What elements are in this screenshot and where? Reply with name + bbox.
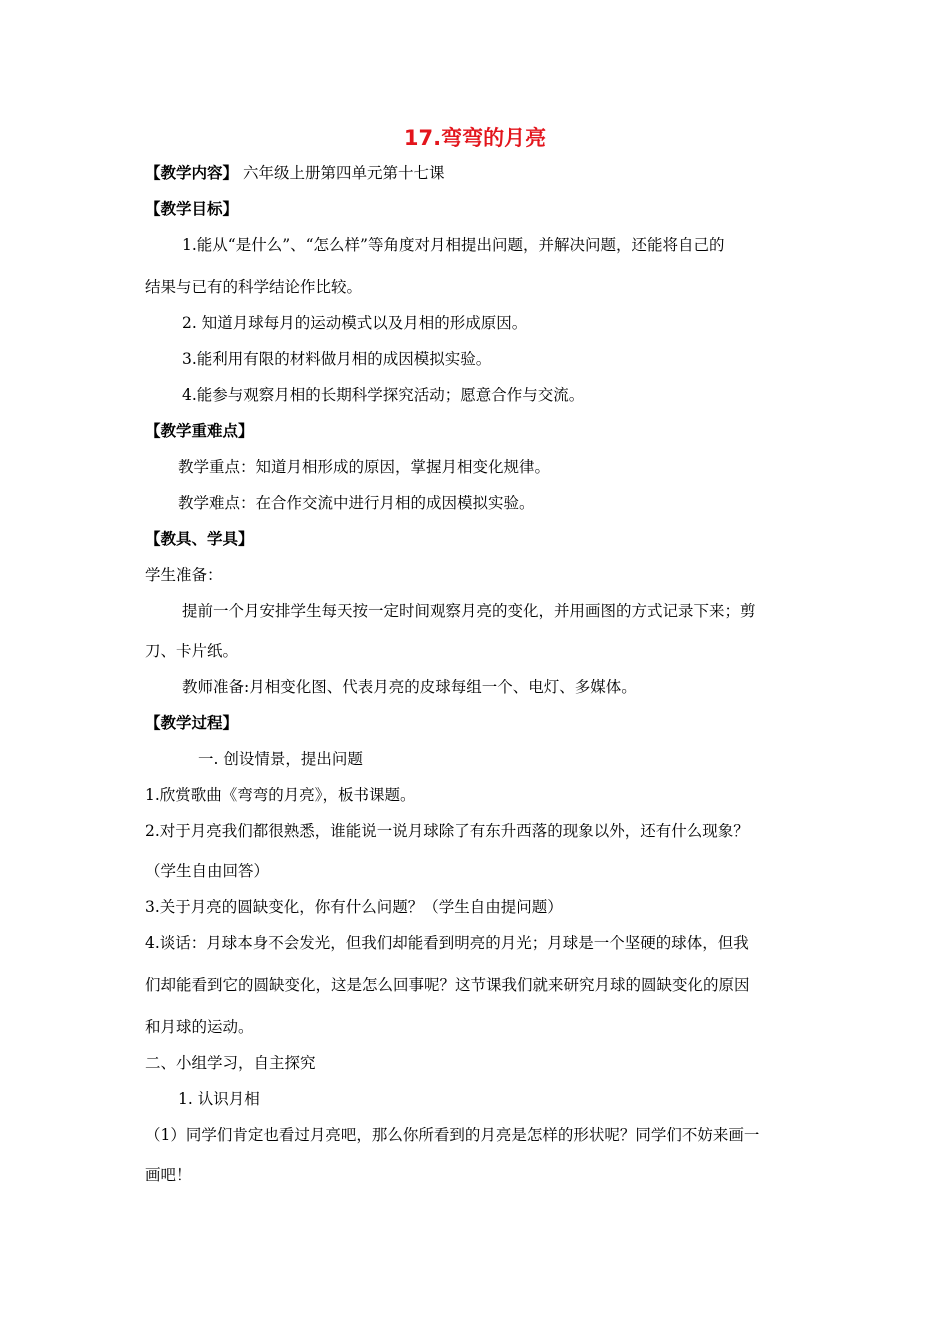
student-prep-line2: 刀、卡片纸。 (145, 642, 239, 660)
goals-heading: 【教学目标】 (145, 200, 239, 218)
goal-1-line2: 结果与已有的科学结论作比较。 (145, 278, 363, 296)
student-prep-heading: 学生准备： (145, 566, 223, 584)
step-1: 1.欣赏歌曲《弯弯的月亮》，板书课题。 (145, 786, 416, 804)
sub-1-question-line1: （1）同学们肯定也看过月亮吧，那么你所看到的月亮是怎样的形状呢？同学们不妨来画一 (145, 1126, 760, 1144)
goal-4: 4.能参与观察月相的长期科学探究活动；愿意合作与交流。 (182, 386, 585, 404)
step-4-line1: 4.谈话：月球本身不会发光，但我们却能看到明亮的月光；月球是一个坚硬的球体，但我 (145, 934, 749, 952)
step-3: 3.关于月亮的圆缺变化，你有什么问题？（学生自由提问题） (145, 898, 563, 916)
keypoints-heading: 【教学重难点】 (145, 422, 254, 440)
document-title: 17.弯弯的月亮 (403, 126, 547, 150)
step-2-line1: 2.对于月亮我们都很熟悉，谁能说一说月球除了有东升西落的现象以外，还有什么现象？ (145, 822, 749, 840)
sub-1-question-line2: 画吧！ (145, 1166, 192, 1184)
keypoint: 教学重点：知道月相形成的原因，掌握月相变化规律。 (178, 458, 551, 476)
goal-1-line1: 1.能从“是什么”、“怎么样”等角度对月相提出问题，并解决问题，还能将自己的 (182, 236, 725, 254)
section-1: 一. 创设情景，提出问题 (198, 750, 363, 768)
content-heading: 【教学内容】 (145, 164, 239, 182)
content-line (145, 162, 444, 184)
step-4-line2: 们却能看到它的圆缺变化，这是怎么回事呢？这节课我们就来研究月球的圆缺变化的原因 (145, 976, 750, 994)
sub-1: 1. 认识月相 (178, 1090, 260, 1108)
teacher-prep: 教师准备:月相变化图、代表月亮的皮球每组一个、电灯、多媒体。 (182, 678, 637, 696)
difficulty: 教学难点：在合作交流中进行月相的成因模拟实验。 (178, 494, 535, 512)
section-2: 二、小组学习，自主探究 (145, 1054, 316, 1072)
tools-heading: 【教具、学具】 (145, 530, 254, 548)
goal-3: 3.能利用有限的材料做月相的成因模拟实验。 (182, 350, 492, 368)
goal-2: 2. 知道月球每月的运动模式以及月相的形成原因。 (182, 314, 528, 332)
student-prep-line1: 提前一个月安排学生每天按一定时间观察月亮的变化，并用画图的方式记录下来；剪 (182, 602, 756, 620)
step-2-line2: （学生自由回答） (145, 862, 270, 880)
process-heading: 【教学过程】 (145, 714, 239, 732)
content-text: 六年级上册第四单元第十七课 (238, 164, 445, 182)
step-4-line3: 和月球的运动。 (145, 1018, 254, 1036)
